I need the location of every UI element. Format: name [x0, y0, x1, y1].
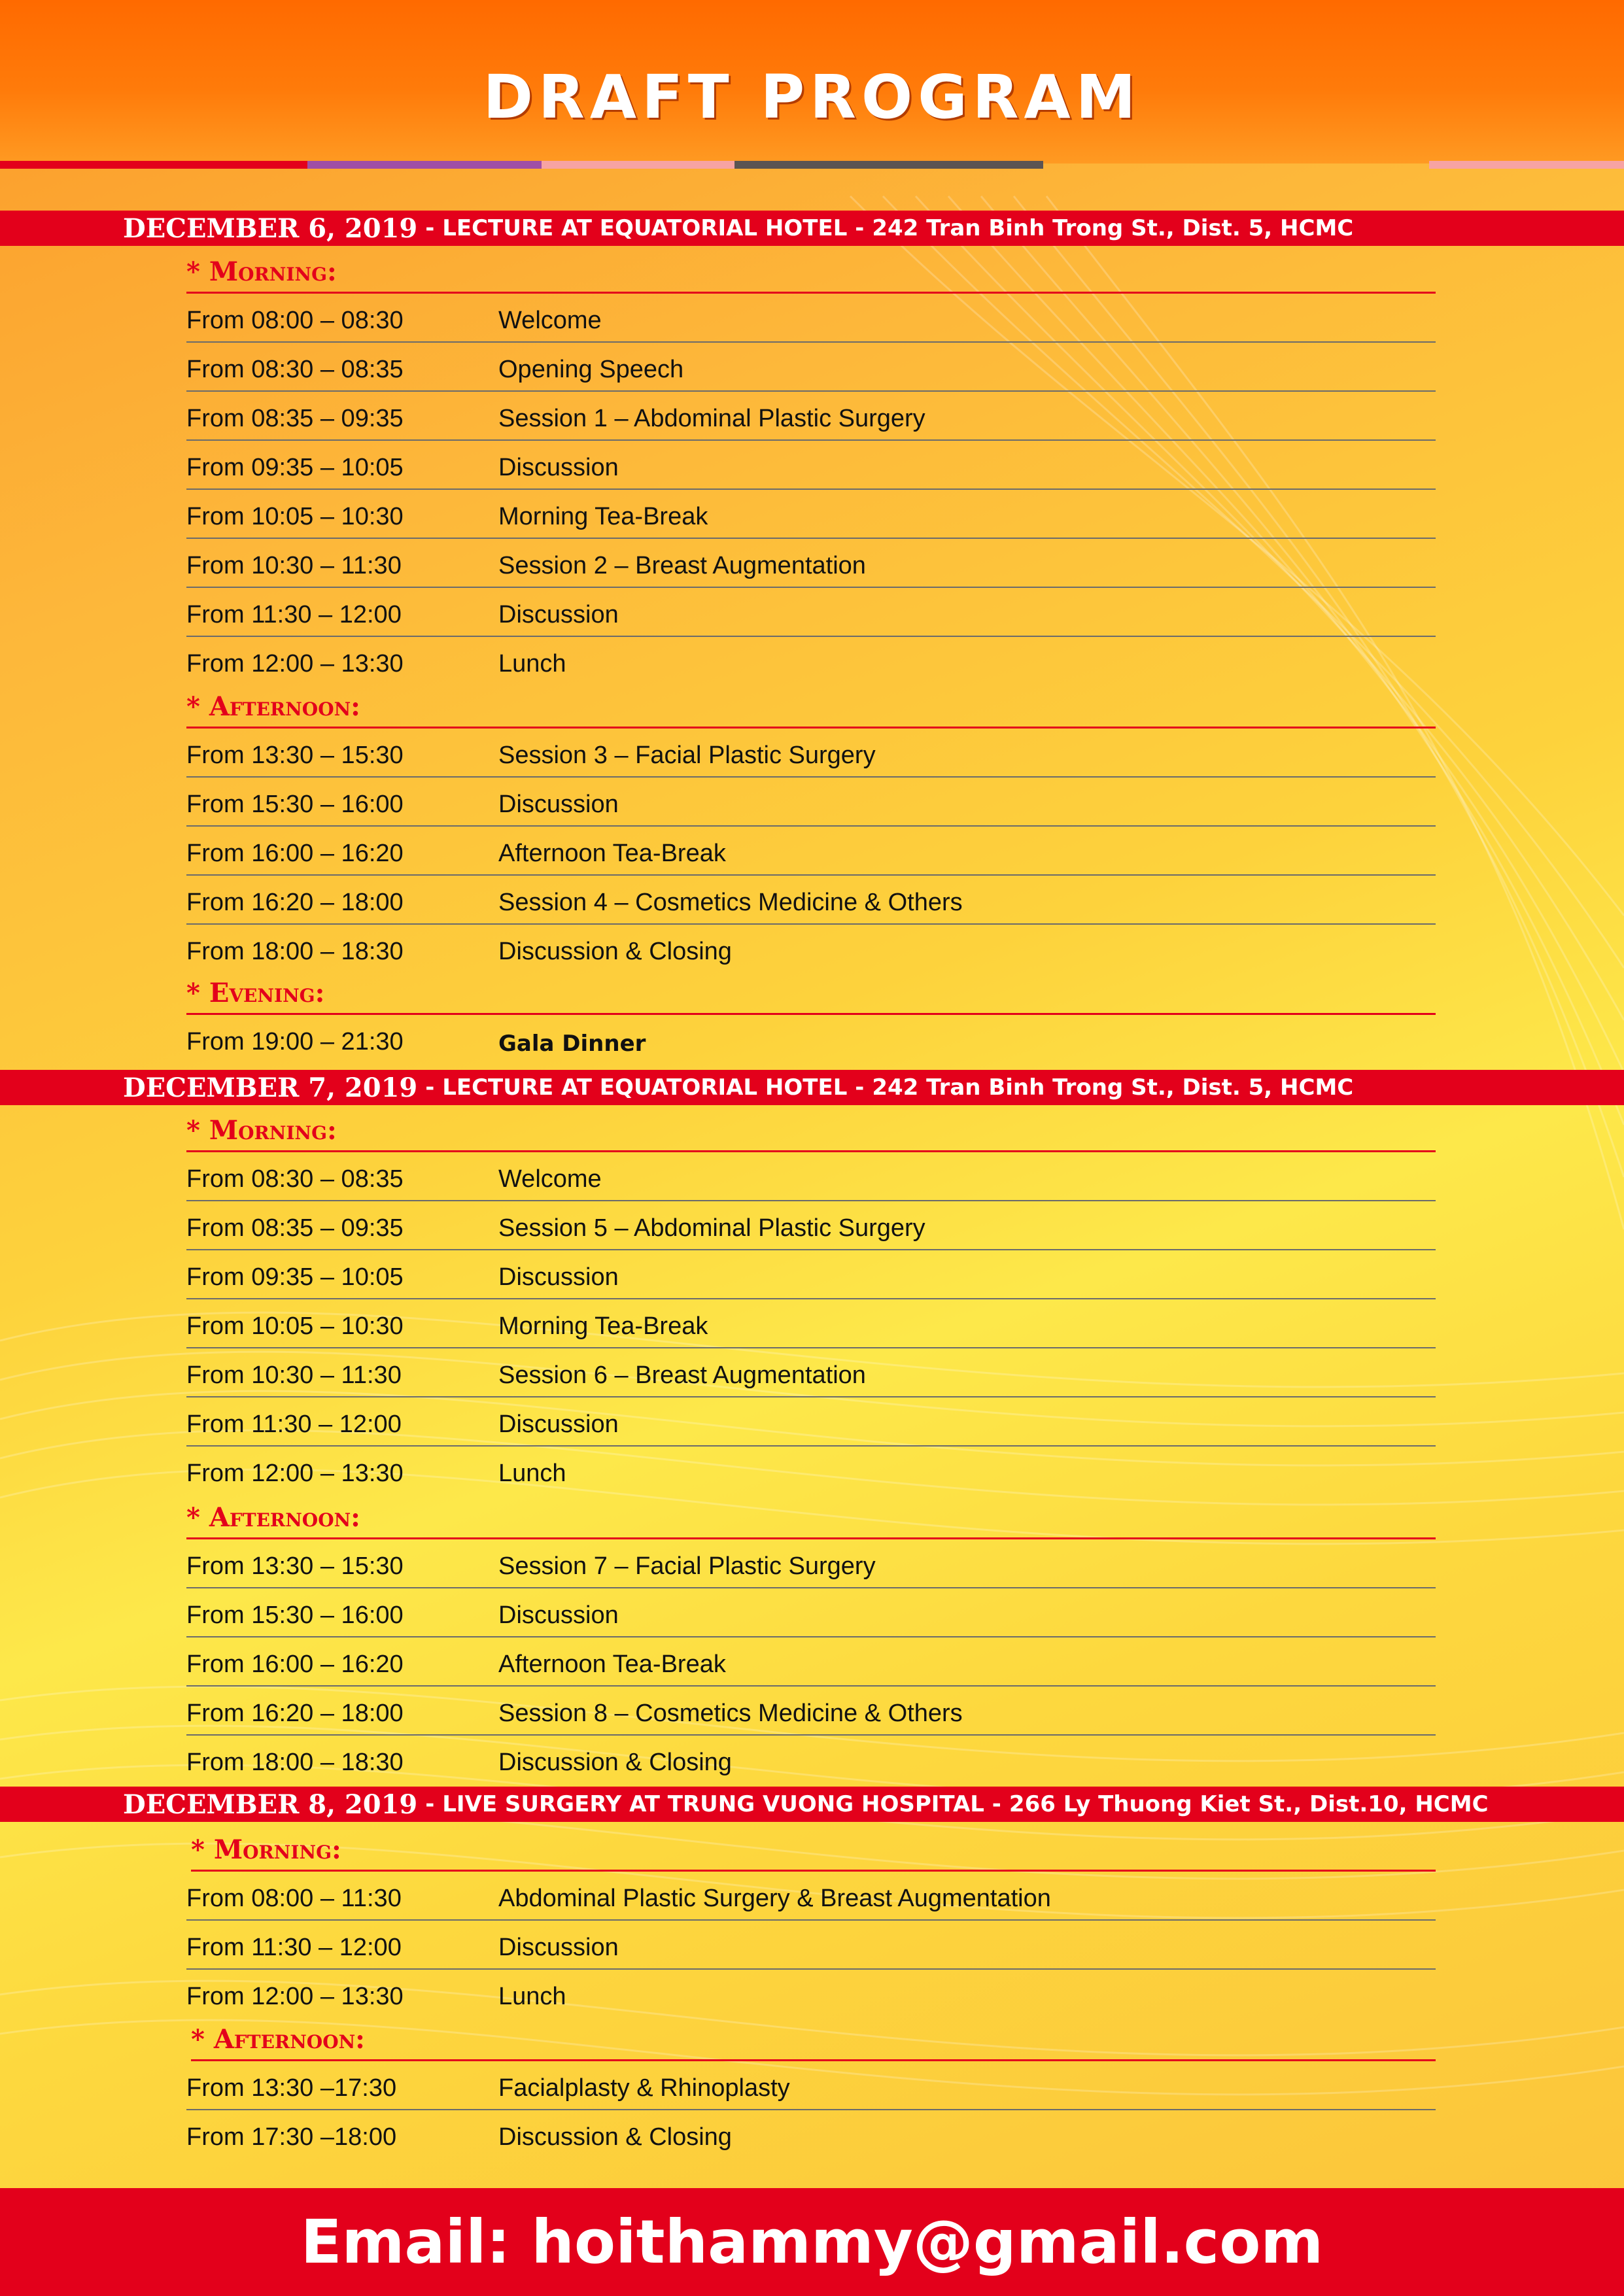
- schedule-row: [186, 1299, 1436, 1348]
- row-time: From 16:00 – 16:20: [186, 840, 404, 867]
- row-event: Session 8 – Cosmetics Medicine & Others: [498, 1700, 963, 1727]
- row-event: Welcome: [498, 1165, 602, 1193]
- schedule-row: [186, 1736, 1436, 1785]
- schedule-row: [186, 343, 1436, 392]
- day-date: DECEMBER 7, 2019: [123, 1072, 418, 1103]
- schedule-row: [186, 876, 1436, 925]
- row-event: Discussion: [498, 1263, 619, 1291]
- header-stripe-pink-right: [1429, 161, 1624, 169]
- row-event: Discussion: [498, 454, 619, 481]
- row-event: Discussion: [498, 601, 619, 628]
- row-event: Session 6 – Breast Augmentation: [498, 1362, 866, 1389]
- row-time: From 18:00 – 18:30: [186, 938, 404, 965]
- page-title: DRAFT PROGRAM: [483, 62, 1141, 132]
- session-label: * Afternoon:: [186, 1499, 1436, 1539]
- schedule-row: [186, 1015, 1436, 1064]
- schedule-row: [186, 1872, 1436, 1921]
- row-event: Session 2 – Breast Augmentation: [498, 552, 866, 579]
- schedule-row: [186, 2110, 1436, 2159]
- row-time: From 18:00 – 18:30: [186, 1749, 404, 1776]
- day-address: 242 Tran Binh Trong St., Dist. 5, HCMC: [872, 215, 1354, 241]
- row-event: Session 7 – Facial Plastic Surgery: [498, 1552, 876, 1580]
- row-time: From 08:35 – 09:35: [186, 405, 404, 432]
- row-event: Opening Speech: [498, 356, 684, 383]
- day-header: [0, 1070, 1624, 1105]
- day-venue: - LECTURE AT EQUATORIAL HOTEL -: [425, 215, 865, 241]
- session-label: * Afternoon:: [186, 688, 1436, 728]
- row-event: Session 3 – Facial Plastic Surgery: [498, 742, 876, 769]
- session-label: * Morning:: [186, 1112, 1436, 1152]
- row-time: From 08:35 – 09:35: [186, 1214, 404, 1242]
- row-time: From 08:00 – 11:30: [186, 1885, 402, 1912]
- row-time: From 15:30 – 16:00: [186, 791, 404, 818]
- row-time: From 17:30 –18:00: [186, 2123, 397, 2151]
- schedule-row: [186, 490, 1436, 539]
- session-label: * Evening:: [186, 974, 1436, 1015]
- header-stripe-gray: [734, 161, 1043, 169]
- row-event: Discussion: [498, 1411, 619, 1438]
- row-event: Facialplasty & Rhinoplasty: [498, 2074, 790, 2102]
- schedule-row: [186, 1588, 1436, 1637]
- row-event: Abdominal Plastic Surgery & Breast Augmentation: [498, 1885, 1051, 1912]
- day-date: DECEMBER 6, 2019: [123, 213, 418, 244]
- day-header: [0, 211, 1624, 246]
- schedule-row: [186, 778, 1436, 827]
- row-event: Discussion: [498, 1934, 619, 1961]
- schedule-row: [186, 1201, 1436, 1250]
- row-event: Discussion: [498, 791, 619, 818]
- schedule-row: [186, 294, 1436, 343]
- session-label: * Afternoon:: [191, 2021, 1436, 2061]
- schedule-row: [186, 2061, 1436, 2110]
- row-time: From 11:30 – 12:00: [186, 601, 402, 628]
- schedule-row: [186, 1970, 1436, 2019]
- row-time: From 15:30 – 16:00: [186, 1602, 404, 1629]
- row-time: From 10:05 – 10:30: [186, 503, 404, 530]
- header-stripe-red: [0, 161, 307, 169]
- row-event: Morning Tea-Break: [498, 1312, 708, 1340]
- schedule-row: [186, 539, 1436, 588]
- row-time: From 16:20 – 18:00: [186, 889, 404, 916]
- day-venue: - LIVE SURGERY AT TRUNG VUONG HOSPITAL -: [425, 1791, 1001, 1817]
- day-date: DECEMBER 8, 2019: [123, 1789, 418, 1820]
- row-time: From 08:30 – 08:35: [186, 1165, 404, 1193]
- row-event: Welcome: [498, 307, 602, 334]
- row-event: Afternoon Tea-Break: [498, 840, 726, 867]
- schedule-row: [186, 1348, 1436, 1397]
- row-time: From 13:30 – 15:30: [186, 742, 404, 769]
- schedule-row: [186, 1921, 1436, 1970]
- schedule-row: [186, 1152, 1436, 1201]
- row-event: Lunch: [498, 650, 566, 677]
- day-address: 242 Tran Binh Trong St., Dist. 5, HCMC: [872, 1074, 1354, 1101]
- header-stripe-purple: [307, 161, 542, 169]
- row-event: Gala Dinner: [498, 1031, 646, 1057]
- schedule-row: [186, 728, 1436, 778]
- row-event: Discussion: [498, 1602, 619, 1629]
- row-time: From 08:30 – 08:35: [186, 356, 404, 383]
- schedule-row: [186, 1250, 1436, 1299]
- row-time: From 10:30 – 11:30: [186, 1362, 402, 1389]
- row-time: From 09:35 – 10:05: [186, 1263, 404, 1291]
- row-time: From 16:20 – 18:00: [186, 1700, 404, 1727]
- schedule-row: [186, 1637, 1436, 1687]
- row-time: From 09:35 – 10:05: [186, 454, 404, 481]
- row-time: From 13:30 – 15:30: [186, 1552, 404, 1580]
- row-event: Discussion & Closing: [498, 938, 732, 965]
- schedule-row: [186, 827, 1436, 876]
- schedule-row: [186, 1397, 1436, 1447]
- row-time: From 08:00 – 08:30: [186, 307, 404, 334]
- day-address: 266 Ly Thuong Kiet St., Dist.10, HCMC: [1009, 1791, 1489, 1817]
- row-event: Lunch: [498, 1983, 566, 2010]
- row-time: From 12:00 – 13:30: [186, 1460, 404, 1487]
- header-stripe-pink: [542, 161, 734, 169]
- row-time: From 12:00 – 13:30: [186, 1983, 404, 2010]
- row-event: Session 1 – Abdominal Plastic Surgery: [498, 405, 925, 432]
- row-time: From 19:00 – 21:30: [186, 1028, 404, 1055]
- row-time: From 13:30 –17:30: [186, 2074, 397, 2102]
- row-event: Discussion & Closing: [498, 2123, 732, 2151]
- schedule-row: [186, 1447, 1436, 1496]
- footer-banner: [0, 2188, 1624, 2296]
- schedule-row: [186, 1687, 1436, 1736]
- session-label: * Morning:: [191, 1831, 1436, 1872]
- row-time: From 16:00 – 16:20: [186, 1651, 404, 1678]
- row-event: Lunch: [498, 1460, 566, 1487]
- row-time: From 11:30 – 12:00: [186, 1411, 402, 1438]
- row-event: Discussion & Closing: [498, 1749, 732, 1776]
- day-header: [0, 1787, 1624, 1822]
- row-time: From 10:30 – 11:30: [186, 552, 402, 579]
- row-time: From 11:30 – 12:00: [186, 1934, 402, 1961]
- row-event: Morning Tea-Break: [498, 503, 708, 530]
- schedule-row: [186, 637, 1436, 686]
- row-event: Session 5 – Abdominal Plastic Surgery: [498, 1214, 925, 1242]
- row-event: Afternoon Tea-Break: [498, 1651, 726, 1678]
- row-event: Session 4 – Cosmetics Medicine & Others: [498, 889, 963, 916]
- schedule-row: [186, 925, 1436, 974]
- row-time: From 10:05 – 10:30: [186, 1312, 404, 1340]
- schedule-row: [186, 1539, 1436, 1588]
- contact-email: Email: hoithammy@gmail.com: [300, 2207, 1324, 2277]
- schedule-row: [186, 441, 1436, 490]
- schedule-row: [186, 392, 1436, 441]
- schedule-row: [186, 588, 1436, 637]
- session-label: * Morning:: [186, 253, 1436, 294]
- row-time: From 12:00 – 13:30: [186, 650, 404, 677]
- day-venue: - LECTURE AT EQUATORIAL HOTEL -: [425, 1074, 865, 1101]
